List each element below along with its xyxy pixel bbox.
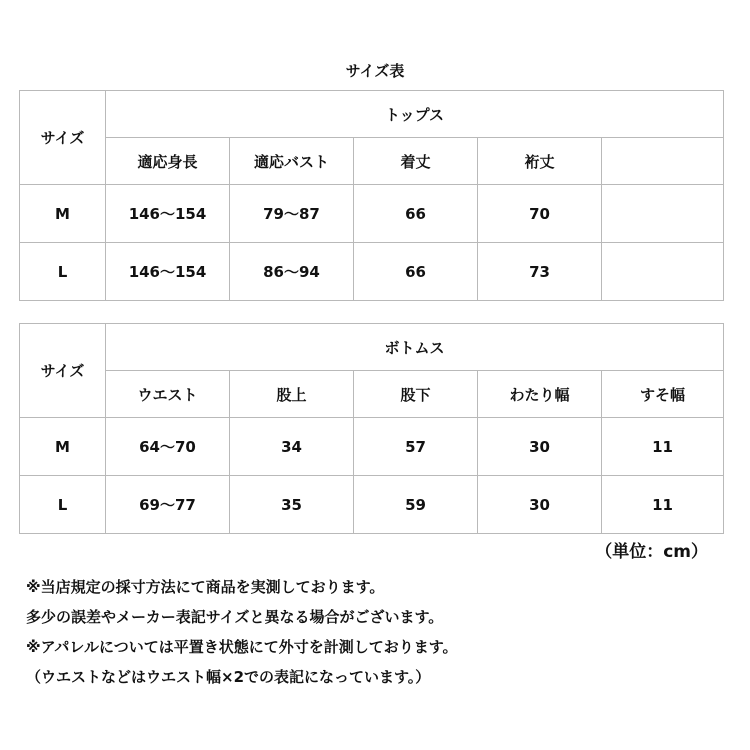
- size-cell: M: [20, 418, 106, 476]
- table-cell: 11: [602, 418, 724, 476]
- column-header: わたり幅: [478, 371, 602, 418]
- size-cell: M: [20, 185, 106, 243]
- table-row: [20, 185, 724, 243]
- bottoms-size-table: [19, 323, 724, 534]
- table-cell: 64～70: [106, 418, 230, 476]
- notes-block: [26, 572, 458, 692]
- size-header: サイズ: [20, 324, 106, 418]
- tops-size-table: [19, 90, 724, 301]
- size-cell: L: [20, 476, 106, 534]
- note-line: 多少の誤差やメーカー表記サイズと異なる場合がございます。: [26, 608, 444, 626]
- table-cell: 57: [354, 418, 478, 476]
- column-header: 着丈: [354, 138, 478, 185]
- column-header: 股上: [230, 371, 354, 418]
- column-header: [602, 138, 724, 185]
- table-cell: 73: [478, 243, 602, 301]
- note-line: ※当店規定の採寸方法にて商品を実測しております。: [26, 578, 385, 596]
- table-cell: 30: [478, 476, 602, 534]
- column-header: 適応バスト: [230, 138, 354, 185]
- table-cell: 11: [602, 476, 724, 534]
- column-header: 股下: [354, 371, 478, 418]
- table-cell: 70: [478, 185, 602, 243]
- table-cell: 69～77: [106, 476, 230, 534]
- table-cell: 66: [354, 185, 478, 243]
- table-cell: 35: [230, 476, 354, 534]
- column-header: 裄丈: [478, 138, 602, 185]
- table-cell: 146～154: [106, 185, 230, 243]
- table-cell: [602, 185, 724, 243]
- table-row: [20, 476, 724, 534]
- size-cell: L: [20, 243, 106, 301]
- column-header: すそ幅: [602, 371, 724, 418]
- table-cell: [602, 243, 724, 301]
- table-cell: 59: [354, 476, 478, 534]
- page-title: サイズ表: [345, 62, 405, 80]
- group-header-tops: トップス: [106, 91, 724, 138]
- group-header-bottoms: ボトムス: [106, 324, 724, 371]
- table-cell: 34: [230, 418, 354, 476]
- table-cell: 66: [354, 243, 478, 301]
- note-line: ※アパレルについては平置き状態にて外寸を計測しております。: [26, 638, 458, 656]
- column-header: ウエスト: [106, 371, 230, 418]
- note-line: （ウエストなどはウエスト幅×2での表記になっています。）: [26, 668, 431, 686]
- table-cell: 30: [478, 418, 602, 476]
- table-row: [20, 243, 724, 301]
- table-row: [20, 418, 724, 476]
- unit-note: （単位：cm）: [595, 542, 708, 562]
- table-cell: 146～154: [106, 243, 230, 301]
- table-cell: 79～87: [230, 185, 354, 243]
- table-cell: 86～94: [230, 243, 354, 301]
- column-header: 適応身長: [106, 138, 230, 185]
- size-header: サイズ: [20, 91, 106, 185]
